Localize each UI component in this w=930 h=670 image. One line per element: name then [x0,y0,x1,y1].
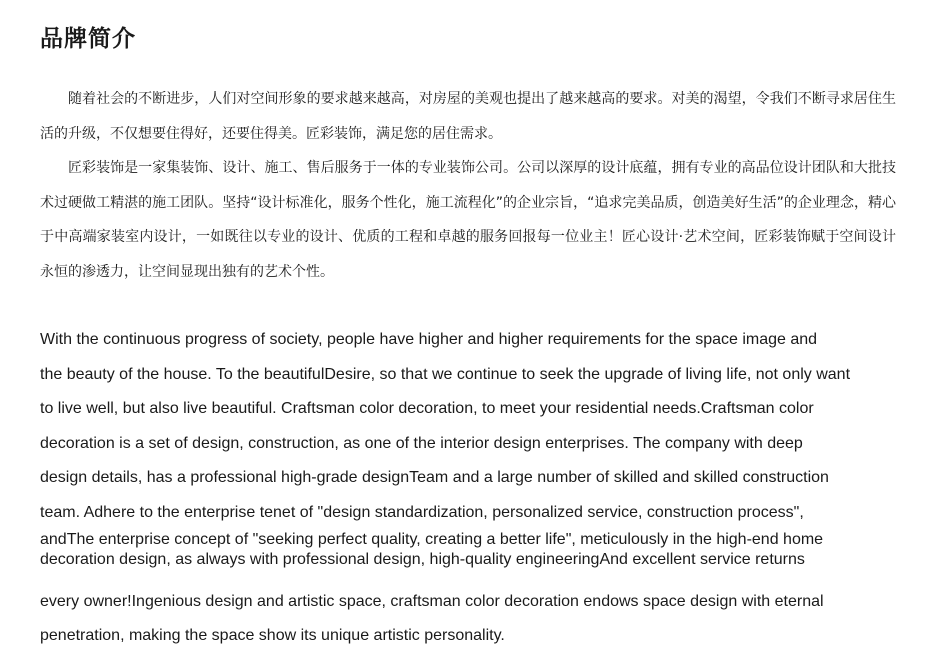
en-line: decoration design, as always with professional design, high-quality engineeringAnd excellent service returns [40,551,805,568]
en-paragraph [40,323,896,654]
zh-paragraph-1: 随着社会的不断进步，人们对空间形象的要求越来越高，对房屋的美观也提出了越来越高的要求。对美的渴望，令我们不断寻求居住生活的升级，不仅想要住得好，还要住得美。匠彩装饰，满足您的居住需求。 [40,91,896,142]
zh-paragraph-2: 匠彩装饰是一家集装饰、设计、施工、售后服务于一体的专业装饰公司。公司以深厚的设计底蕴，拥有专业的高品位设计团队和大批技术过硬做工精湛的施工团队。坚持“设计标准化，服务个性化，施工流程化”的企业宗旨，“追求完美品质，创造美好生活”的企业理念，精心于中高端家装室内设计，一如既往以专业的设计、优质的工程和卓越的服务回报每一位业主！匠心设计·艺术空间，匠彩装饰赋于空间设计永恒的渗透力，让空间显现出独有的艺术个性。 [40,160,896,280]
brand-intro-section [40,22,896,654]
en-line: With the continuous progress of society, people have higher and higher requirements for the space image and [40,331,818,348]
en-line: team. Adhere to the enterprise tenet of "design standardization, personalized service, construction process", [40,503,804,521]
section-spacer [40,289,896,323]
section-title: 品牌简介 [40,26,136,52]
en-line: penetration, making the space show its unique artistic personality. [40,627,505,644]
en-line: to live well, but also live beautiful. Craftsman color decoration, to meet your residential needs.Craftsman color [40,400,814,417]
en-line: every owner!Ingenious design and artistic space, craftsman color decoration endows space design with eternal [40,592,824,610]
en-line: andThe enterprise concept of "seeking perfect quality, creating a better life", meticulously in the high-end home [40,531,824,548]
en-line: design details, has a professional high-grade designTeam and a large number of skilled and skilled construction [40,469,829,486]
en-line: the beauty of the house. To the beautifulDesire, so that we continue to seek the upgrade of living life, not only want [40,365,851,383]
en-line: decoration is a set of design, construction, as one of the interior design enterprises. The company with deep [40,434,803,452]
